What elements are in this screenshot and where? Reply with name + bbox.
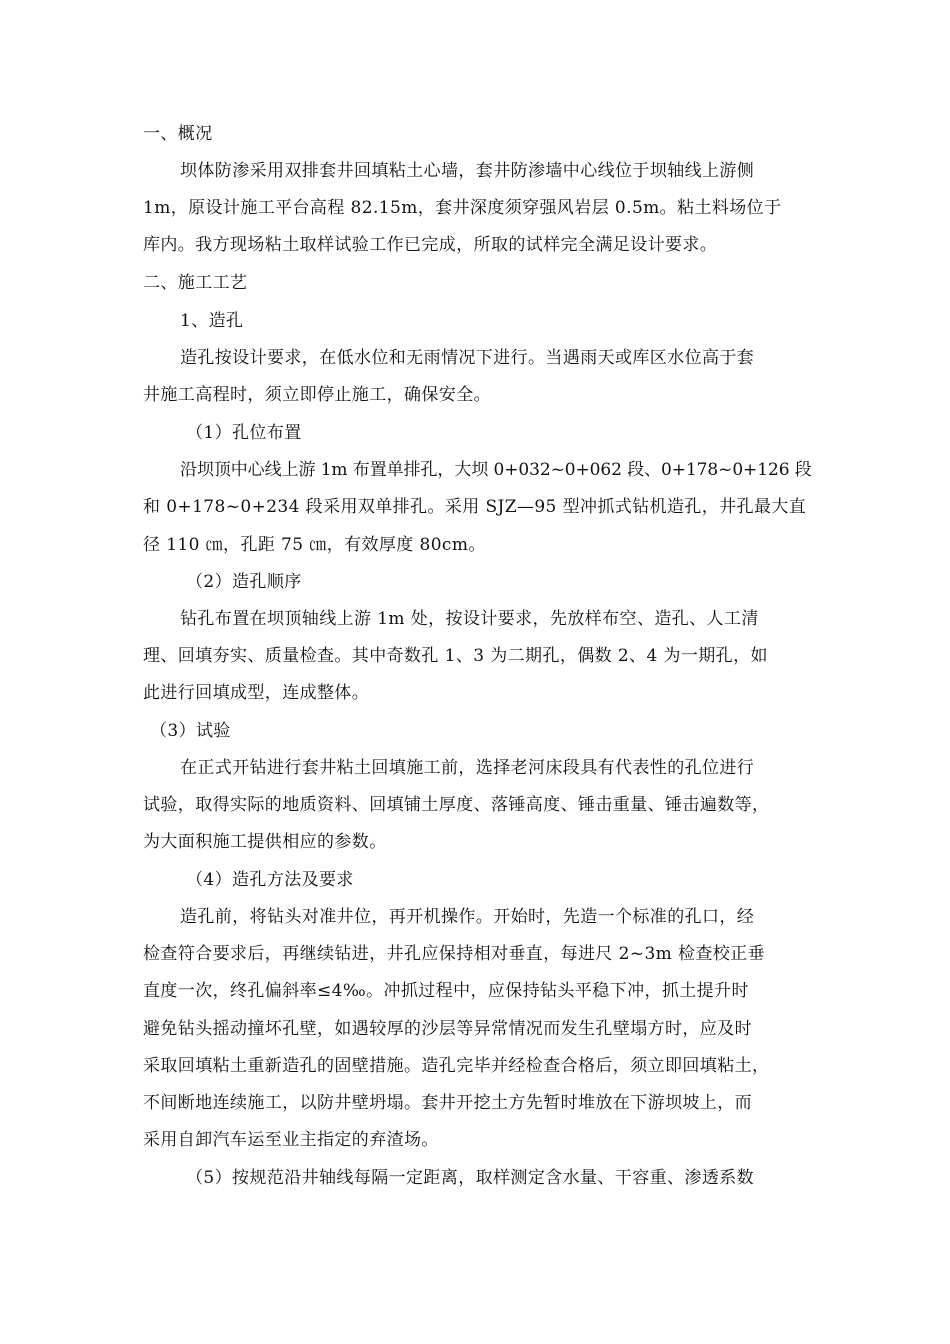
paragraph-line: 采用自卸汽车运至业主指定的弃渣场。 bbox=[143, 1130, 439, 1150]
paragraph-line: 沿坝顶中心线上游 1m 布置单排孔，大坝 0+032~0+062 段、0+178~0+126 段 bbox=[180, 460, 812, 480]
paragraph-line: 避免钻头摇动撞坏孔壁，如遇较厚的沙层等异常情况而发生孔壁塌方时，应及时 bbox=[143, 1019, 752, 1039]
paragraph-line: 径 110 ㎝，孔距 75 ㎝，有效厚度 80cm。 bbox=[143, 535, 486, 555]
paragraph-line: 为大面积施工提供相应的参数。 bbox=[143, 832, 387, 852]
paragraph-line: 造孔前，将钻头对准井位，再开机操作。开始时，先造一个标准的孔口，经 bbox=[180, 907, 755, 927]
item-heading-test: （3）试验 bbox=[150, 721, 231, 741]
paragraph-line: 检查符合要求后，再继续钻进，井孔应保持相对垂直，每进尺 2~3m 检查校正垂 bbox=[143, 944, 766, 964]
paragraph-line: 造孔按设计要求，在低水位和无雨情况下进行。当遇雨天或库区水位高于套 bbox=[180, 348, 755, 368]
paragraph-line: 不间断地连续施工，以防井壁坍塌。套井开挖土方先暂时堆放在下游坝坡上，而 bbox=[143, 1093, 752, 1113]
paragraph-line: 和 0+178~0+234 段采用双单排孔。采用 SJZ—95 型冲抓式钻机造孔，井孔最大直 bbox=[143, 497, 807, 517]
paragraph-line: 试验，取得实际的地质资料、回填铺土厚度、落锤高度、锤击重量、锤击遍数等， bbox=[143, 795, 770, 815]
paragraph-line: 井施工高程时，须立即停止施工，确保安全。 bbox=[143, 385, 491, 405]
paragraph-line: 采取回填粘土重新造孔的固壁措施。造孔完毕并经检查合格后，须立即回填粘土， bbox=[143, 1056, 770, 1076]
item-heading-drilling-method: （4）造孔方法及要求 bbox=[186, 870, 354, 890]
section-heading-overview: 一、概况 bbox=[143, 124, 213, 144]
item-heading-hole-layout: （1）孔位布置 bbox=[186, 423, 302, 443]
paragraph-line: 库内。我方现场粘土取样试验工作已完成，所取的试样完全满足设计要求。 bbox=[143, 235, 718, 255]
paragraph-line: 在正式开钻进行套井粘土回填施工前，选择老河床段具有代表性的孔位进行 bbox=[180, 758, 755, 778]
section-heading-process: 二、施工工艺 bbox=[143, 273, 248, 293]
subsection-heading-drilling: 1、造孔 bbox=[180, 311, 244, 331]
paragraph-line: 1m，原设计施工平台高程 82.15m，套井深度须穿强风岩层 0.5m。粘土料场位于 bbox=[143, 198, 782, 218]
item-heading-drilling-sequence: （2）造孔顺序 bbox=[186, 572, 302, 592]
paragraph-line: 理、回填夯实、质量检查。其中奇数孔 1、3 为二期孔，偶数 2、4 为一期孔，如 bbox=[143, 646, 768, 666]
paragraph-line: 此进行回填成型，连成整体。 bbox=[143, 683, 370, 703]
paragraph-line: 直度一次，终孔偏斜率≤4‰。冲抓过程中，应保持钻头平稳下冲，抓土提升时 bbox=[143, 981, 749, 1001]
paragraph-line: 坝体防渗采用双排套井回填粘土心墙，套井防渗墙中心线位于坝轴线上游侧 bbox=[180, 161, 755, 181]
item-heading-sampling: （5）按规范沿井轴线每隔一定距离，取样测定含水量、干容重、渗透系数 bbox=[186, 1168, 755, 1188]
paragraph-line: 钻孔布置在坝顶轴线上游 1m 处，按设计要求，先放样布空、造孔、人工清 bbox=[180, 609, 759, 629]
